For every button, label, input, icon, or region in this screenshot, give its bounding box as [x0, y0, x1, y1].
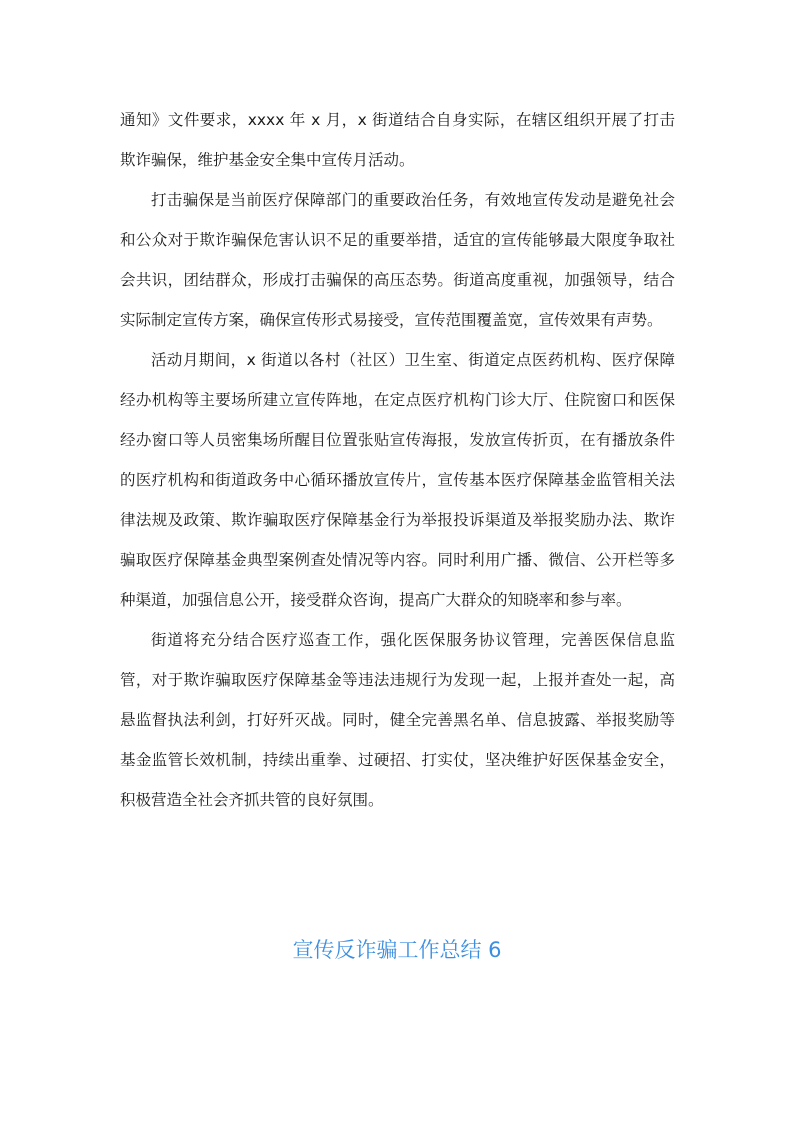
paragraph: 活动月期间，x 街道以各村（社区）卫生室、街道定点医药机构、医疗保障经办机构等主要场所建立宣传阵地，在定点医疗机构门诊大厅、住院窗口和医保经办窗口等人员密集场所醒目位置张贴宣传海报，发放宣传折页，在有播放条件的医疗机构和街道政务中心循环播放宣传片，宣传基本医疗保障基金监管相关法律法规及政策、欺诈骗取医疗保障基金行为举报投诉渠道及举报奖励办法、欺诈骗取医疗保障基金典型案例查处情况等内容。同时利用广播、微信、公开栏等多种渠道，加强信息公开，接受群众咨询，提高广大群众的知晓率和参与率。: [120, 351, 675, 609]
document-body: [120, 100, 675, 820]
paragraph: 街道将充分结合医疗巡查工作，强化医保服务协议管理，完善医保信息监管，对于欺诈骗取医疗保障基金等违法违规行为发现一起，上报并查处一起，高悬监督执法利剑，打好歼灭战。同时，健全完善黑名单、信息披露、举报奖励等基金监管长效机制，持续出重拳、过硬招、打实仗，坚决维护好医保基金安全，积极营造全社会齐抓共管的良好氛围。: [120, 631, 675, 809]
section-heading: 宣传反诈骗工作总结 6: [292, 938, 502, 962]
paragraph-continuation: 通知》文件要求，xxxx 年 x 月，x 街道结合自身实际，在辖区组织开展了打击欺诈骗保，维护基金安全集中宣传月活动。: [120, 111, 675, 169]
paragraph: 打击骗保是当前医疗保障部门的重要政治任务，有效地宣传发动是避免社会和公众对于欺诈骗保危害认识不足的重要举措，适宜的宣传能够最大限度争取社会共识，团结群众，形成打击骗保的高压态势。街道高度重视，加强领导，结合实际制定宣传方案，确保宣传形式易接受，宣传范围覆盖宽，宣传效果有声势。: [120, 191, 675, 329]
